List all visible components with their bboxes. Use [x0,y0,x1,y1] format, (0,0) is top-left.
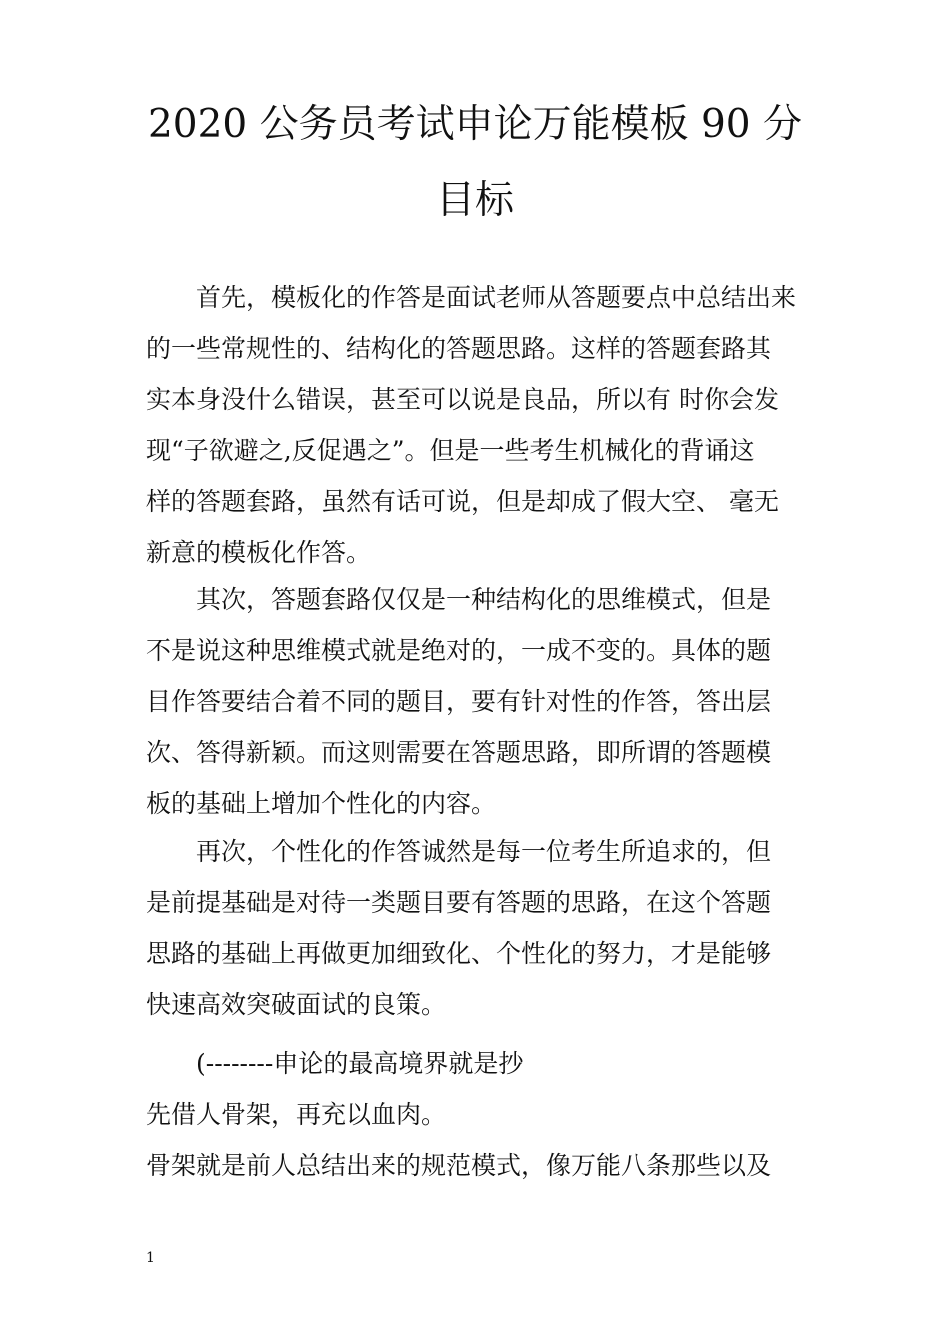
paragraph-line: 实本身没什么错误，甚至可以说是良品，所以有 时你会发 [146,385,779,414]
paragraph-1 [146,272,806,578]
paragraph-line: 现“子欲避之,反促遇之”。但是一些考生机械化的背诵这 [146,436,755,465]
paragraph-line: 新意的模板化作答。 [146,538,372,567]
document-title-line-1: 2020 公务员考试申论万能模板 90 分 [147,102,803,147]
page-number: 1 [146,1250,155,1266]
paragraph-line: 骨架就是前人总结出来的规范模式，像万能八条那些以及 [146,1151,772,1180]
paragraph-line: 再次，个性化的作答诚然是每一位考生所追求的，但 [196,837,772,866]
paragraph-line: 快速高效突破面试的良策。 [146,990,447,1019]
paragraph-line: 首先，模板化的作答是面试老师从答题要点中总结出来 [196,283,797,312]
paragraph-line: 思路的基础上再做更加细致化、个性化的努力，才是能够 [146,939,772,968]
paragraph-3 [146,826,806,1030]
paragraph-line: 目作答要结合着不同的题目，要有针对性的作答，答出层 [146,687,772,716]
document-title-line-2: 目标 [435,178,514,223]
paragraph-line: 样的答题套路，虽然有话可说，但是却成了假大空、 毫无 [146,487,779,516]
paragraph-line: 次、答得新颖。而这则需要在答题思路，即所谓的答题模 [146,738,772,767]
paragraph-line: 是前提基础是对待一类题目要有答题的思路，在这个答题 [146,888,772,917]
paragraph-line: 的一些常规性的、结构化的答题思路。这样的答题套路其 [146,334,772,363]
paragraph-line: 先借人骨架，再充以血肉。 [146,1100,447,1129]
paragraph-line: 不是说这种思维模式就是绝对的，一成不变的。具体的题 [146,636,772,665]
paragraph-line: (--------申论的最高境界就是抄 [196,1049,524,1078]
paragraph-4 [146,1038,806,1191]
paragraph-line: 其次，答题套路仅仅是一种结构化的思维模式，但是 [196,585,772,614]
paragraph-2 [146,574,806,829]
paragraph-line: 板的基础上增加个性化的内容。 [146,789,497,818]
